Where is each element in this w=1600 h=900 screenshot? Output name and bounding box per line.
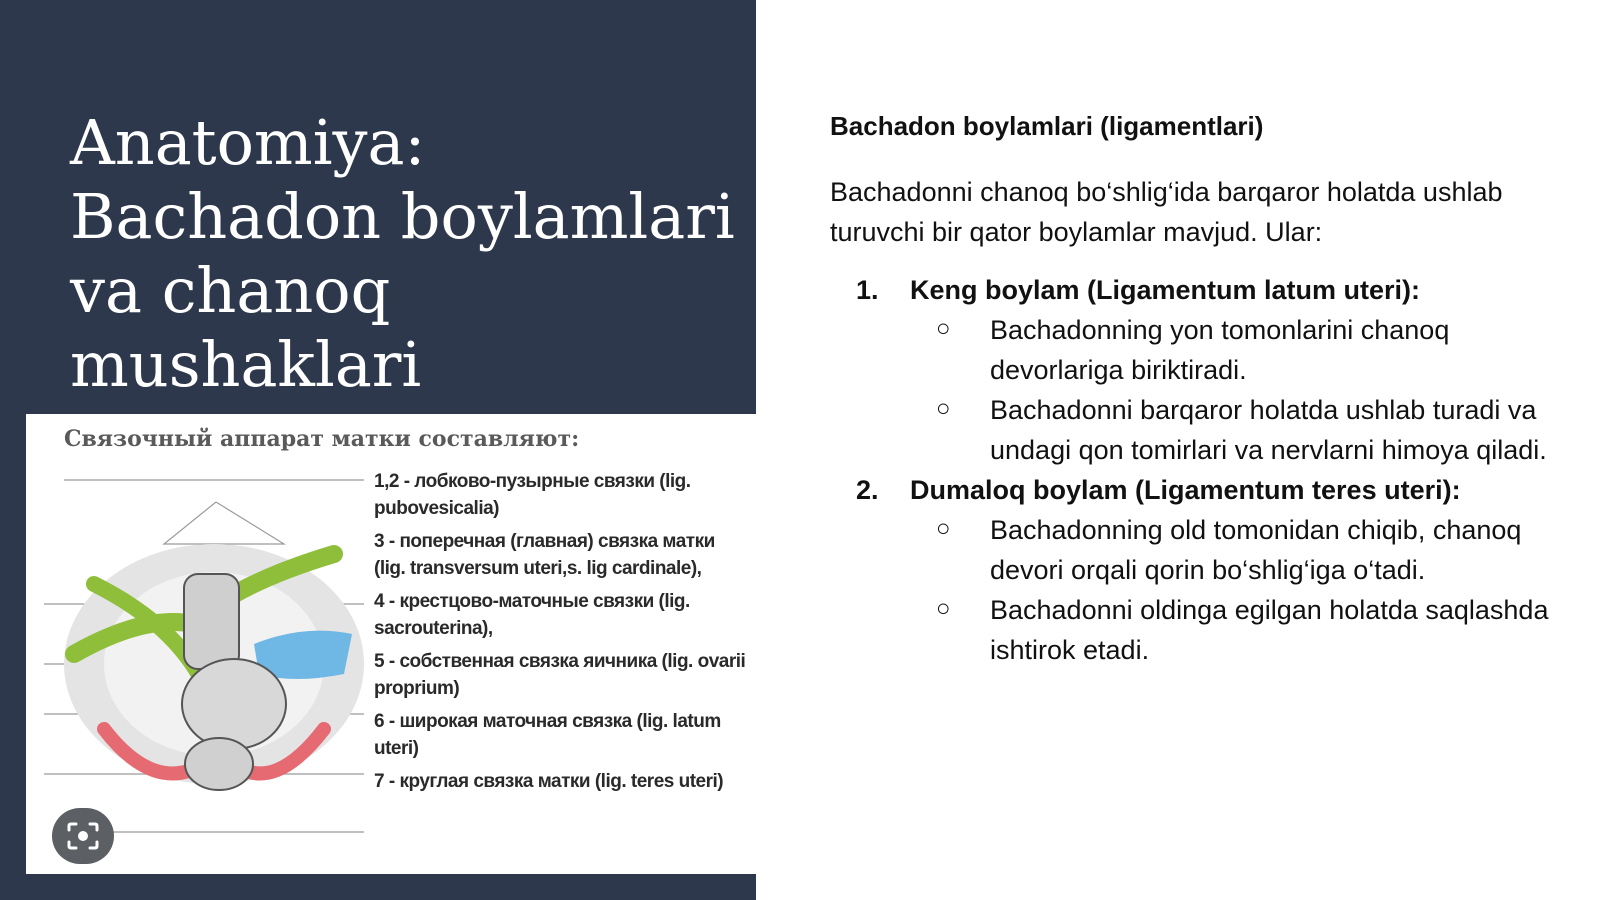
intro-paragraph: Bachadonni chanoq bo‘shlig‘ida barqaror holatda ushlab turuvchi bir qator boylamlar mavjud. Ular: <box>830 177 1503 247</box>
list-item <box>830 270 1550 470</box>
uterus-ligament-illustration <box>34 474 374 834</box>
bullet-circle-icon: ○ <box>936 595 951 622</box>
legend-item: 4 - крестцово-маточные связки (lig. sacrouterina), <box>374 591 690 639</box>
sub-item <box>910 390 1550 470</box>
bladder-shape <box>185 738 253 790</box>
item-title: Keng boylam (Ligamentum latum uteri): <box>910 275 1421 305</box>
sub-item <box>910 510 1550 590</box>
uterus-body <box>182 659 286 749</box>
legend-item: 7 - круглая связка матки (lig. teres uteri) <box>374 771 724 792</box>
list-item <box>830 470 1550 670</box>
sub-item <box>910 310 1550 390</box>
item-number: 1. <box>856 275 879 305</box>
anatomy-figure <box>26 414 756 874</box>
bullet-circle-icon: ○ <box>936 395 951 422</box>
section-heading: Bachadon boylamlari (ligamentlari) <box>830 111 1264 141</box>
bullet-circle-icon: ○ <box>936 315 951 342</box>
sub-item-text: Bachadonning old tomonidan chiqib, chanoq devori orqali qorin bo‘shlig‘iga o‘tadi. <box>990 515 1522 585</box>
sub-item <box>910 590 1550 670</box>
sub-list <box>910 510 1550 670</box>
image-search-button[interactable] <box>52 808 114 864</box>
figure-heading: Связочный аппарат матки составляют: <box>64 426 580 452</box>
sub-item-text: Bachadonni barqaror holatda ushlab turadi va undagi qon tomirlari va nervlarni himoya qiladi. <box>990 395 1547 465</box>
camera-lens-icon <box>66 821 100 851</box>
legend-item: 1,2 - лобково-пузырные связки (lig. pubovesicalia) <box>374 471 691 519</box>
ligament-list <box>830 270 1550 670</box>
legend-item: 6 - широкая маточная связка (lig. latum uteri) <box>374 711 721 759</box>
bullet-circle-icon: ○ <box>936 515 951 542</box>
sub-list <box>910 310 1550 470</box>
legend-item: 5 - собственная связка яичника (lig. ovarii proprium) <box>374 651 746 699</box>
slide-title: Anatomiya: Bachadon boylamlari va chanoq mushaklari <box>70 106 735 401</box>
leader-line <box>164 502 284 544</box>
sub-item-text: Bachadonning yon tomonlarini chanoq devorlariga biriktiradi. <box>990 315 1450 385</box>
legend-item: 3 - поперечная (главная) связка матки (lig. transversum uteri,s. lig cardinale), <box>374 531 715 579</box>
item-number: 2. <box>856 475 879 505</box>
content-column <box>830 106 1550 670</box>
item-title: Dumaloq boylam (Ligamentum teres uteri): <box>910 475 1461 505</box>
sub-item-text: Bachadonni oldinga egilgan holatda saqlashda ishtirok etadi. <box>990 595 1549 665</box>
cervix-shape <box>184 574 239 669</box>
figure-legend <box>374 468 746 801</box>
